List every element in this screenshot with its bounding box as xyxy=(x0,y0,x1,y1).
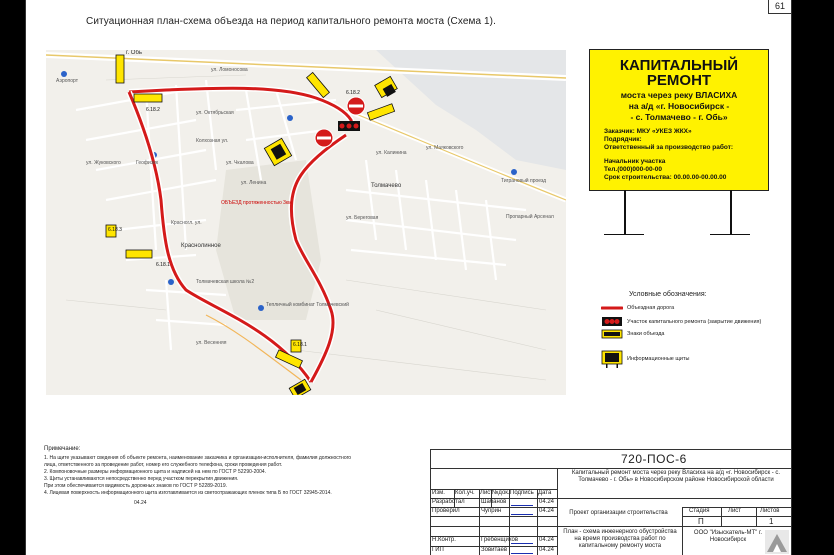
billboard-post xyxy=(624,190,626,234)
stage-value: П xyxy=(698,517,704,526)
ground-line xyxy=(710,234,750,235)
row-name: Гребенщиков xyxy=(481,537,519,543)
legend-item xyxy=(601,305,674,311)
map xyxy=(46,50,566,395)
map-label: ул. Весенняя xyxy=(196,340,227,346)
map-label: Толмачево xyxy=(371,183,402,189)
col-header: Лист xyxy=(480,490,494,496)
legend-label: Информационные щиты xyxy=(627,356,690,362)
row-name: Зовитаев xyxy=(481,547,508,553)
detour-label: ОБЪЕЗД протяженностью 3км xyxy=(221,200,292,206)
map-label: Колхозная ул. xyxy=(196,138,229,144)
note-line: 2. Компоновочные размеры информационного щита и надписей на нем по ГОСТ Р 52290-2004. xyxy=(44,469,267,475)
map-label: Тепличный комбинат Толмачевский xyxy=(266,302,349,308)
sign-code: 6.18.2 xyxy=(346,90,360,96)
map-label: Пропарный Арсенал xyxy=(506,214,554,220)
map-label: ул. Жуковского xyxy=(86,160,121,166)
company-name: ООО "Изыскатель-МТ" г. Новосибирск xyxy=(693,530,763,543)
sheet-label: Лист xyxy=(728,508,742,514)
sign-code: 6.18.3 xyxy=(108,227,122,233)
billboard-line: моста через реку ВЛАСИХА xyxy=(620,90,738,100)
notes-title: Примечание: xyxy=(44,446,81,452)
sign-code: 6.18.1 xyxy=(156,262,170,268)
col-header: Изм. xyxy=(432,490,445,496)
billboard-details xyxy=(604,128,762,182)
no-entry-sign xyxy=(315,129,333,147)
notes xyxy=(44,446,419,507)
billboard-heading xyxy=(590,58,768,88)
map-label: ул. Ломоносова xyxy=(211,67,248,73)
drawing-title: План - схема инженерного обустройства на время производства работ по капитальному ремонту моста xyxy=(563,529,677,549)
billboard-line: РЕМОНТ xyxy=(646,72,712,89)
col-header: №док. xyxy=(492,490,510,496)
signature xyxy=(511,508,533,515)
billboard-subheading xyxy=(590,90,768,123)
legend-item xyxy=(601,350,689,368)
billboard-chief: Начальник участка xyxy=(604,158,666,165)
row-date: 04.24 xyxy=(539,508,555,514)
billboard-line: на а/д «г. Новосибирск - xyxy=(628,101,730,111)
info-board-icon xyxy=(601,350,623,368)
bridge-closure xyxy=(338,121,360,131)
map-label: ул. Береговая xyxy=(346,215,379,221)
drawing-code: 720-ПОС-6 xyxy=(621,452,687,466)
row-date: 04.24 xyxy=(539,547,555,553)
col-header: Дата xyxy=(538,490,552,496)
map-label: Геофизик xyxy=(136,160,159,166)
row-role: Разработал xyxy=(432,499,465,505)
legend-label: Знаки объезда xyxy=(627,331,665,337)
row-role: Проверил xyxy=(432,508,460,514)
title-block xyxy=(430,449,791,555)
sheets-label: Листов xyxy=(760,508,780,514)
map-label: Краснолинное xyxy=(181,243,221,249)
map-label: ул. Чкалова xyxy=(226,160,254,166)
map-label: г. Обь xyxy=(126,50,143,56)
note-line: 3. Щиты устанавливаются непосредственно перед участком перекрытия движения. xyxy=(44,476,239,482)
col-header: Подпись xyxy=(510,490,534,496)
map-label: Толмачевская школа №2 xyxy=(196,279,255,285)
legend-item xyxy=(601,329,665,339)
ground-line xyxy=(604,234,644,235)
signature xyxy=(511,537,533,544)
detour-road-icon xyxy=(601,305,623,311)
closure-icon xyxy=(601,317,623,326)
note-line: 1. На щите указывают сведения об объекте ремонта, наименование заказчика и организации-исполнителя, фамилия должностного xyxy=(44,455,352,461)
map-label: ул. Октябрьская xyxy=(196,110,234,116)
row-name: Чуприн xyxy=(481,508,502,514)
legend-item xyxy=(601,317,761,326)
page-number: 61 xyxy=(768,0,791,14)
map-label: ул. Калинина xyxy=(376,150,407,156)
billboard-post xyxy=(730,190,732,234)
map-label: Тиграновый проезд xyxy=(501,178,547,184)
billboard-contractor: Подрядчик: xyxy=(604,136,642,143)
billboard-term: Срок строительства: 00.00.00-00.00.00 xyxy=(604,174,727,181)
scheme-title: Ситуационная план-схема объезда на период капитального ремонта моста (Схема 1). xyxy=(86,16,496,27)
sign-code: 6.18.1 xyxy=(293,342,307,348)
map-label: ул. Маяковского xyxy=(426,145,464,151)
row-date: 04.24 xyxy=(539,499,555,505)
billboard-phone: Тел.(000)000-00-00 xyxy=(604,166,663,173)
map-label: Аэропорт xyxy=(56,78,79,84)
object-name: Капитальный ремонт моста через реку Власиха на а/д «г. Новосибирск - с. Толмачево - г. Обь» в Новосибирском районе Новосибирской области xyxy=(571,470,781,483)
signature xyxy=(511,547,533,554)
billboard-customer: Заказчик: МКУ «УКЕЗ ЖКХ» xyxy=(604,128,692,135)
billboard-responsible: Ответственный за производство работ: xyxy=(604,144,734,151)
info-billboard xyxy=(589,49,769,191)
company-logo xyxy=(765,530,789,554)
sheets-value: 1 xyxy=(769,517,774,526)
sign-code: 6.18.2 xyxy=(146,107,160,113)
project-title: Проект организации строительства xyxy=(569,510,668,516)
row-role: ГИП xyxy=(432,547,444,553)
note-line: При этом обеспечивается видимость дорожных знаков по ГОСТ Р 52289-2019. xyxy=(44,483,228,489)
row-name: Шабанов xyxy=(481,499,507,505)
detour-sign-icon xyxy=(601,329,623,339)
billboard-line: - с. Толмачево - г. Обь» xyxy=(630,112,728,122)
note-line: 4. Лицевая поверхность информационного щита изготавливается из светоотражающих пленок типа Б по ГОСТ 32945-2014. xyxy=(44,490,332,496)
row-date: 04.24 xyxy=(539,537,555,543)
signature xyxy=(511,499,533,506)
map-label: Красногл. ул. xyxy=(171,220,202,226)
stage-label: Стадия xyxy=(689,508,710,514)
notes-date: 04.24 xyxy=(134,500,147,506)
note-line: лица, ответственного за проведение работ, номер его служебного телефона, сроки проведения работ. xyxy=(44,462,283,468)
legend-label: Участок капитального ремонта (закрытие движения) xyxy=(627,318,762,325)
legend-title: Условные обозначения: xyxy=(629,291,707,298)
legend-label: Объездная дорога xyxy=(627,305,675,311)
drawing-sheet xyxy=(25,0,792,555)
billboard-line: КАПИТАЛЬНЫЙ xyxy=(619,57,739,74)
map-label: ул. Ленина xyxy=(241,180,267,186)
row-role: Н.Контр. xyxy=(432,537,456,543)
no-entry-sign xyxy=(347,97,365,115)
col-header: Кол.уч. xyxy=(455,490,475,496)
